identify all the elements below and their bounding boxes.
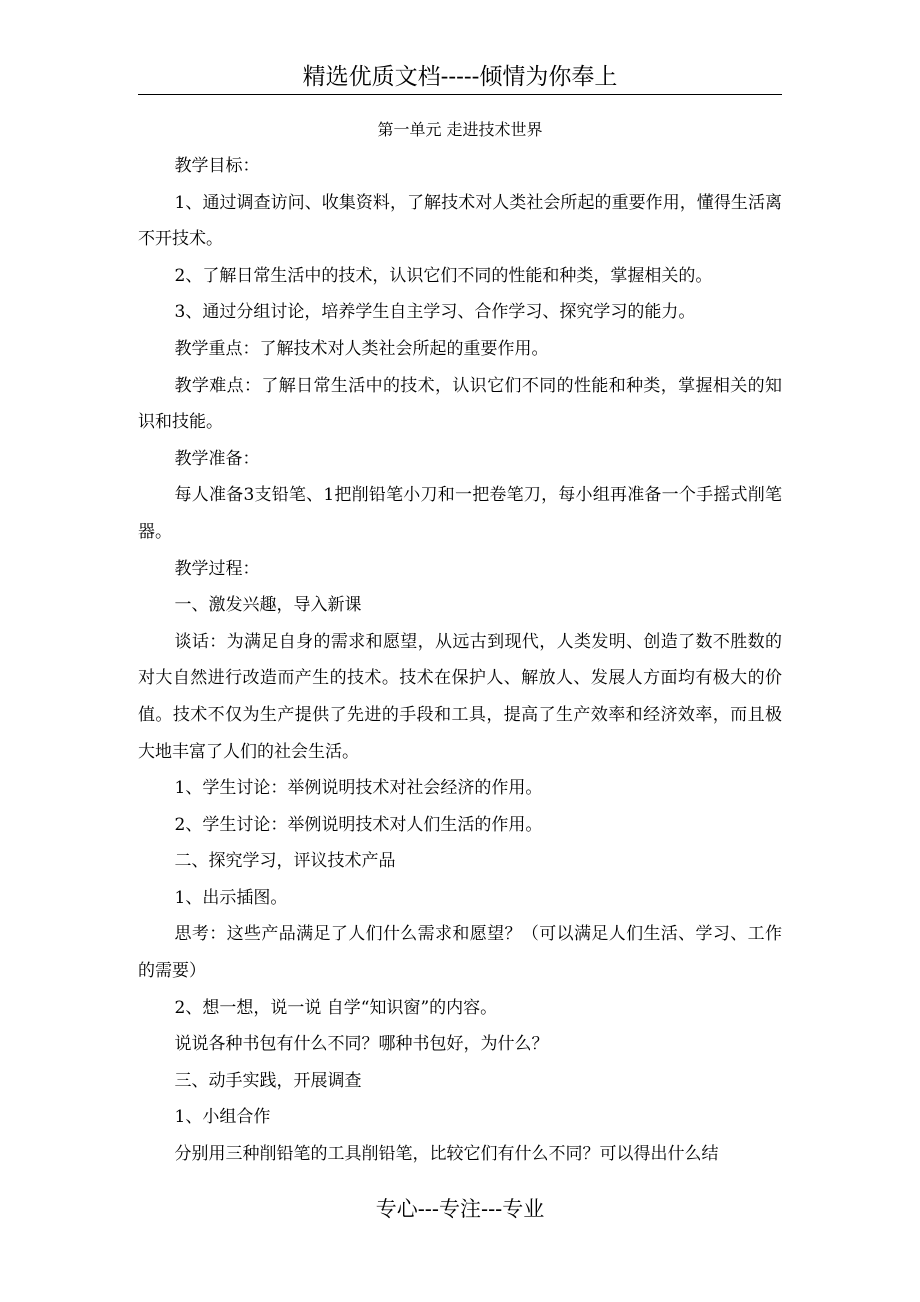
page-footer: 专心---专注---专业 — [375, 1197, 545, 1221]
paragraph: 2、学生讨论：举例说明技术对人们生活的作用。 — [174, 814, 543, 835]
paragraph: 1、通过调查访问、收集资料，了解技术对人类社会所起的重要作用，懂得生活离不开技术。 — [138, 192, 782, 250]
paragraph: 每人准备3支铅笔、1把削铅笔小刀和一把卷笔刀，每小组再准备一个手摇式削笔器。 — [138, 485, 782, 542]
page-header: 精选优质文档-----倾情为你奉上 — [302, 64, 618, 90]
paragraph: 教学难点：了解日常生活中的技术，认识它们不同的性能和种类，掌握相关的知识和技能。 — [138, 375, 782, 433]
document-title: 第一单元 走进技术世界 — [377, 120, 543, 139]
paragraph: 三、动手实践，开展调查 — [174, 1070, 362, 1091]
paragraph: 说说各种书包有什么不同？哪种书包好，为什么？ — [174, 1034, 549, 1055]
paragraph: 分别用三种削铅笔的工具削铅笔，比较它们有什么不同？可以得出什么结 — [174, 1144, 719, 1165]
paragraph: 谈话：为满足自身的需求和愿望，从远古到现代，人类发明、创造了数不胜数的对大自然进行改造而产生的技术。技术在保护人、解放人、发展人方面均有极大的价值。技术不仅为生产提供了先进的手段和工具，提高了生产效率和经济效率，而且极大地丰富了人们的社会生活。 — [138, 631, 782, 762]
paragraph: 思考：这些产品满足了人们什么需求和愿望？（可以满足人们生活、学习、工作的需要） — [138, 924, 782, 982]
document-body — [138, 148, 782, 1173]
paragraph: 教学重点：了解技术对人类社会所起的重要作用。 — [174, 338, 549, 359]
paragraph: 1、出示插图。 — [174, 887, 288, 908]
paragraph: 教学目标： — [174, 156, 260, 176]
paragraph: 2、了解日常生活中的技术，认识它们不同的性能和种类，掌握相关的。 — [174, 265, 713, 286]
paragraph: 二、探究学习，评议技术产品 — [174, 851, 396, 872]
paragraph: 3、通过分组讨论，培养学生自主学习、合作学习、探究学习的能力。 — [174, 302, 696, 323]
paragraph: 教学准备： — [174, 448, 260, 469]
paragraph: 1、学生讨论：举例说明技术对社会经济的作用。 — [174, 778, 543, 799]
paragraph: 一、激发兴趣，导入新课 — [174, 595, 362, 616]
paragraph: 教学过程： — [174, 558, 260, 579]
paragraph: 2、想一想，说一说 自学“知识窗”的内容。 — [174, 997, 498, 1018]
header-divider — [138, 94, 782, 95]
paragraph: 1、小组合作 — [174, 1107, 271, 1128]
